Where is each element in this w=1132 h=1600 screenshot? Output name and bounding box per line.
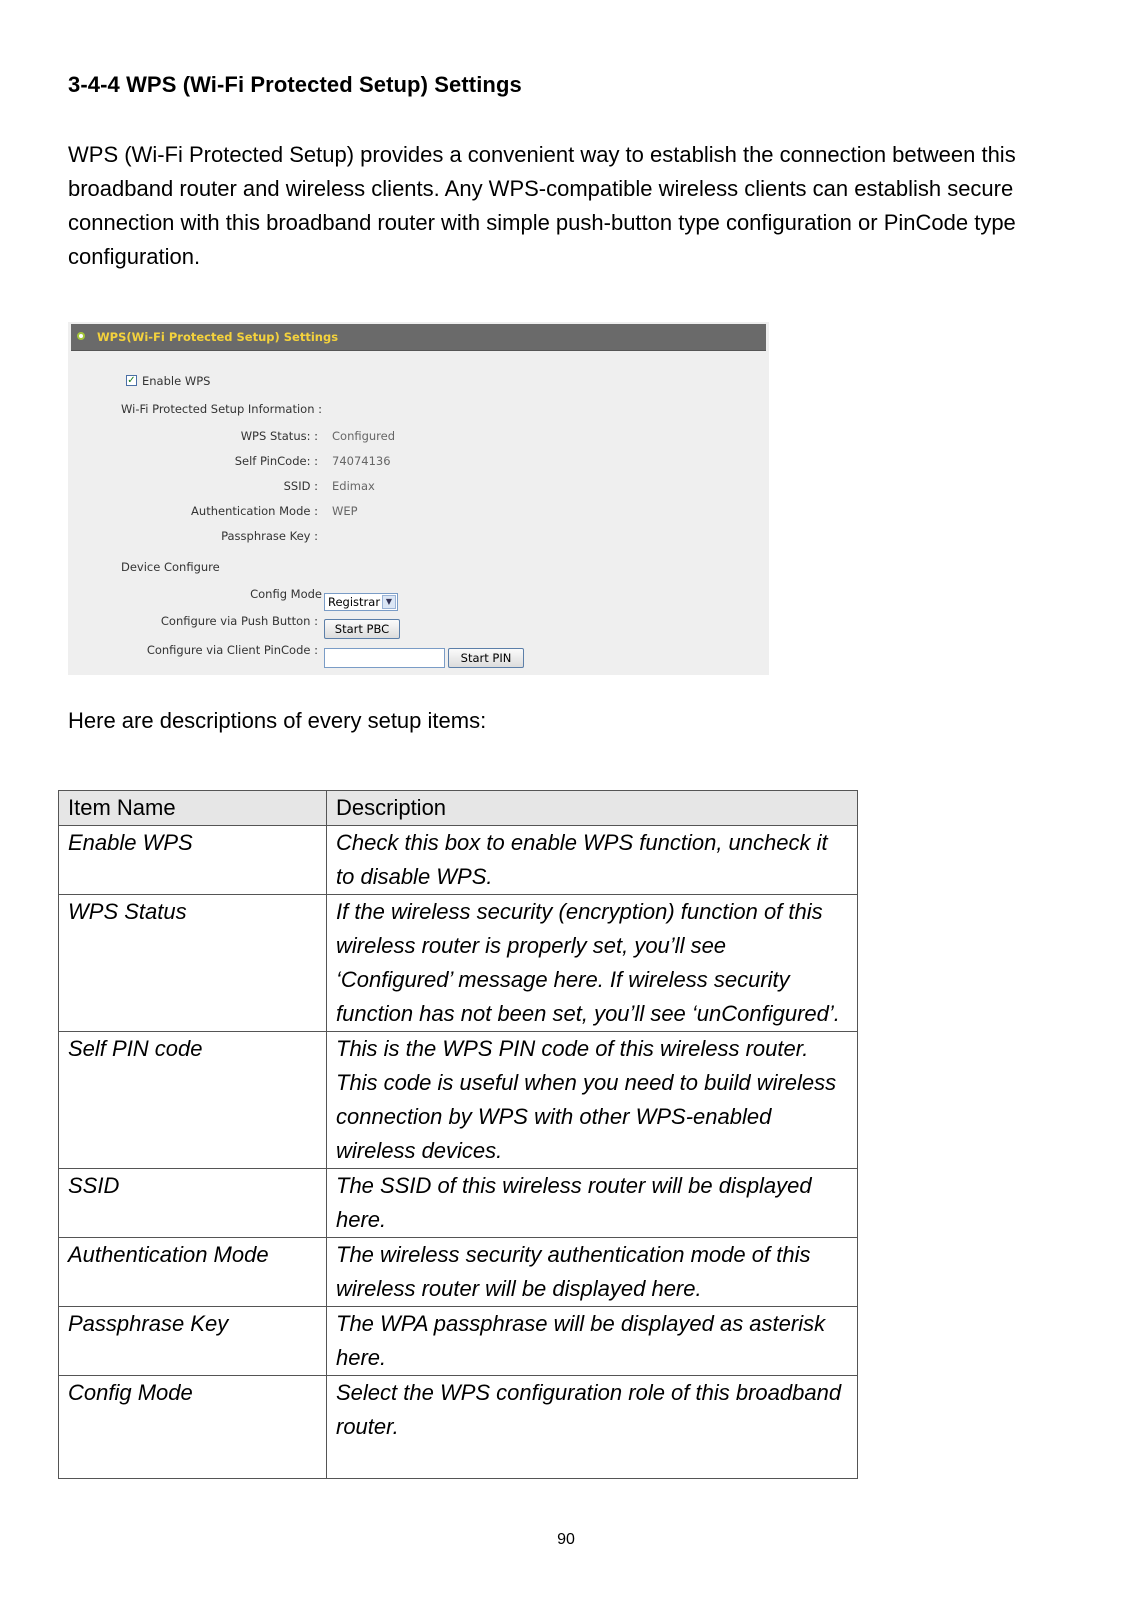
- section-heading: 3-4-4 WPS (Wi-Fi Protected Setup) Settings: [68, 72, 522, 97]
- item-name-cell: WPS Status: [59, 895, 327, 1032]
- item-name-cell: Passphrase Key: [59, 1307, 327, 1376]
- bullet-icon: [77, 332, 85, 340]
- item-name-cell: Self PIN code: [59, 1032, 327, 1169]
- enable-wps-checkbox[interactable]: ✓: [127, 375, 136, 386]
- item-name-cell: Enable WPS: [59, 826, 327, 895]
- wps-settings-panel: [68, 322, 769, 675]
- panel-header: [71, 324, 766, 351]
- wps-status-value: Configured: [332, 429, 396, 443]
- wps-status-label: WPS Status: :: [240, 429, 318, 443]
- config-mode-label: Config Mode: [250, 587, 322, 601]
- client-pincode-label: Configure via Client PinCode :: [146, 643, 318, 657]
- start-pbc-button[interactable]: Start PBC: [324, 619, 400, 639]
- chevron-down-icon[interactable]: ▼: [382, 595, 396, 609]
- ssid-value: Edimax: [332, 479, 375, 493]
- description-cell: This is the WPS PIN code of this wireless router. This code is useful when you need to build wireless connection by WPS with other WPS-enabled wireless devices.: [327, 1032, 858, 1169]
- column-header-description: Description: [327, 791, 858, 826]
- passphrase-key-label: Passphrase Key :: [221, 529, 318, 543]
- setup-items-table: [58, 790, 858, 1479]
- table-row: [59, 826, 858, 895]
- description-cell: The SSID of this wireless router will be displayed here.: [327, 1169, 858, 1238]
- description-cell: If the wireless security (encryption) function of this wireless router is properly set, you’ll see ‘Configured’ message here. If wireless security function has not been set, you’ll see ‘unConfigured’.: [327, 895, 858, 1032]
- intro-paragraph: WPS (Wi-Fi Protected Setup) provides a convenient way to establish the connection between this broadband router and wireless clients. Any WPS-compatible wireless clients can establish secure connection with this broadband router with simple push-button type configuration or PinCode type configuration.: [68, 142, 1016, 269]
- info-heading: Wi-Fi Protected Setup Information :: [121, 402, 323, 416]
- description-cell: Check this box to enable WPS function, uncheck it to disable WPS.: [327, 826, 858, 895]
- self-pincode-label: Self PinCode: :: [234, 454, 318, 468]
- config-mode-select[interactable]: [324, 593, 398, 611]
- description-cell: The wireless security authentication mode of this wireless router will be displayed here.: [327, 1238, 858, 1307]
- client-pincode-input[interactable]: [324, 648, 445, 668]
- table-row: [59, 1169, 858, 1238]
- ssid-label: SSID :: [283, 479, 318, 493]
- table-intro: Here are descriptions of every setup items:: [68, 708, 487, 733]
- auth-mode-label: Authentication Mode :: [191, 504, 318, 518]
- start-pin-button[interactable]: Start PIN: [448, 648, 524, 668]
- device-configure-heading: Device Configure: [121, 560, 220, 574]
- auth-mode-value: WEP: [332, 504, 358, 518]
- page-number: 90: [557, 1531, 575, 1548]
- item-name-cell: SSID: [59, 1169, 327, 1238]
- panel-title: WPS(Wi-Fi Protected Setup) Settings: [97, 330, 339, 344]
- description-cell: Select the WPS configuration role of this broadband router.: [327, 1376, 858, 1479]
- enable-wps-label: Enable WPS: [142, 374, 211, 388]
- push-button-label: Configure via Push Button :: [160, 614, 318, 628]
- self-pincode-value: 74074136: [332, 454, 391, 468]
- column-header-item-name: Item Name: [59, 791, 327, 826]
- table-row: [59, 895, 858, 1032]
- description-cell: The WPA passphrase will be displayed as asterisk here.: [327, 1307, 858, 1376]
- table-row: [59, 1032, 858, 1169]
- table-row: [59, 1376, 858, 1479]
- table-row: [59, 1238, 858, 1307]
- config-mode-value: Registrar: [328, 595, 381, 609]
- item-name-cell: Authentication Mode: [59, 1238, 327, 1307]
- table-header-row: [59, 791, 858, 826]
- item-name-cell: Config Mode: [59, 1376, 327, 1479]
- table-row: [59, 1307, 858, 1376]
